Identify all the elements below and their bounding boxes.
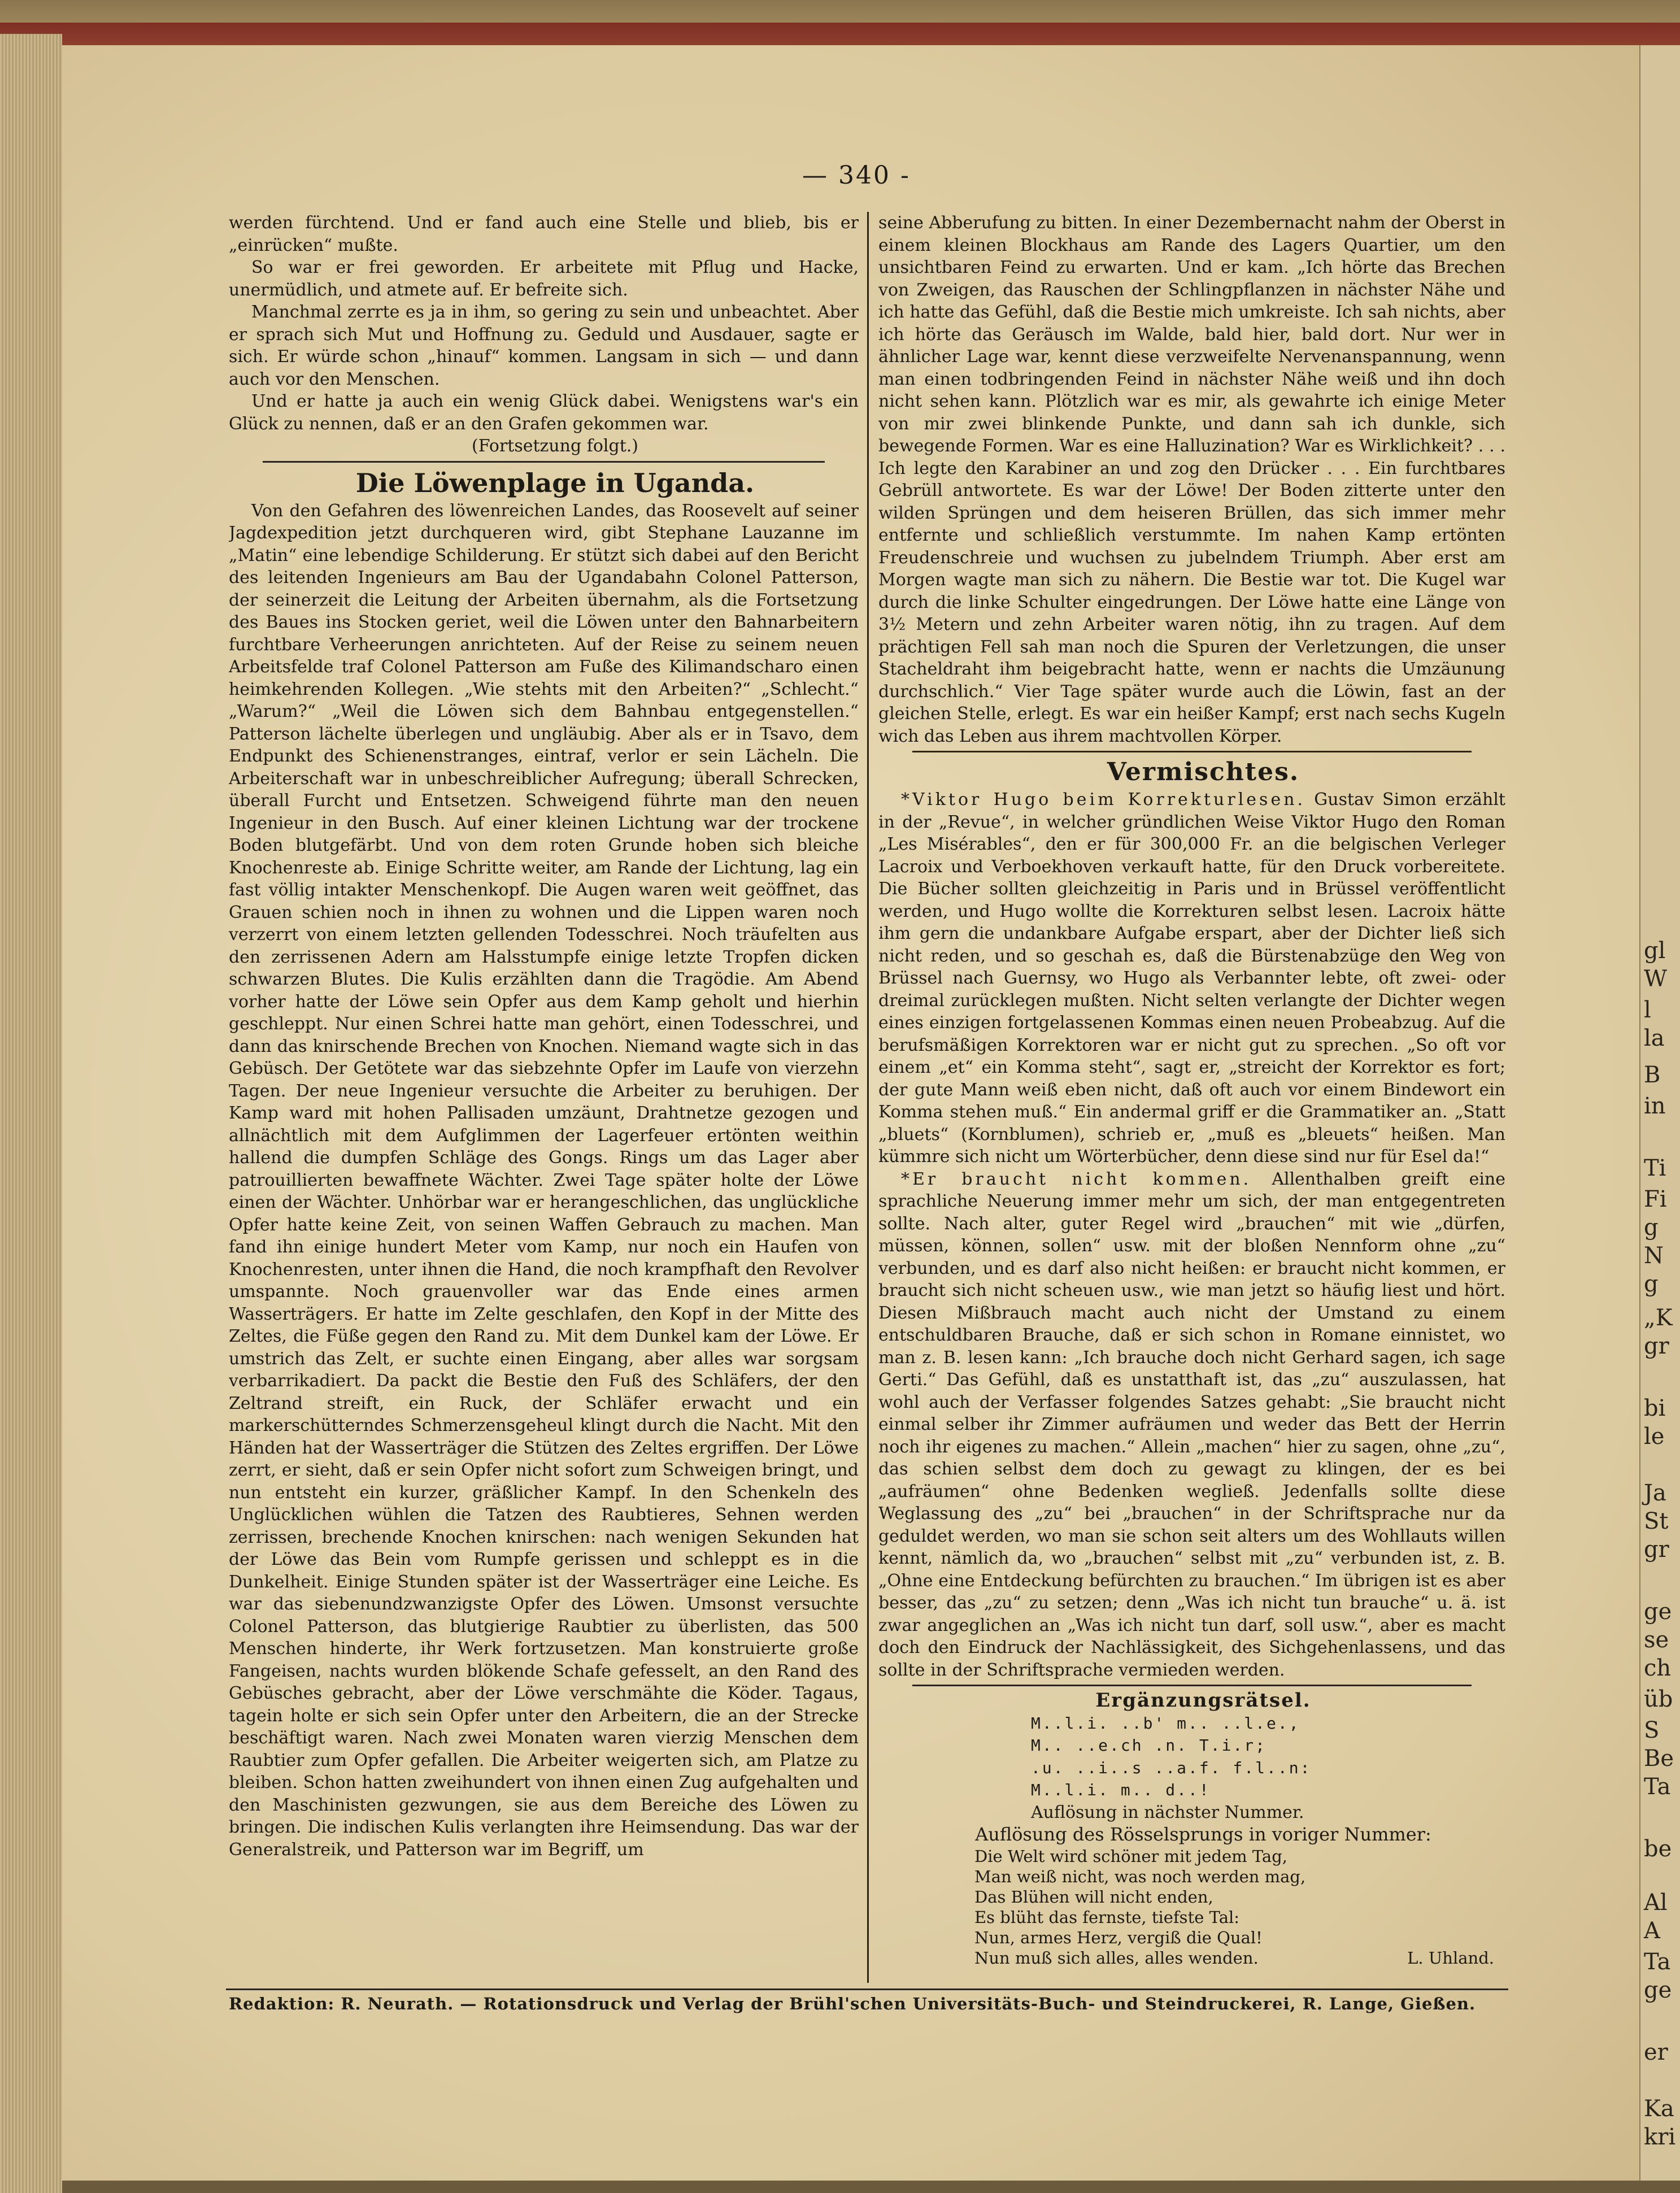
next-page-fragment: gr: [1644, 1537, 1669, 1563]
next-page-fragment: Ta: [1644, 1774, 1671, 1800]
next-page-fragment: „K: [1644, 1305, 1673, 1331]
next-page-fragment: St: [1644, 1508, 1669, 1534]
next-page-fragment: in: [1644, 1093, 1666, 1119]
next-page-fragment: Ta: [1644, 1949, 1671, 1975]
poem-line: Nun, armes Herz, vergiß die Qual!: [974, 1927, 1263, 1947]
riddle-solution-note: Auflösung in nächster Nummer.: [1031, 1802, 1304, 1822]
next-page-fragment: l: [1644, 997, 1651, 1023]
news-item-text: Allenthalben greift eine sprachliche Neuerung immer mehr um sich, der man entgegentreten sollte. Nach alter, guter Regel wird „brauchen“ mit wie „dürfen, müssen, können, sollen“ usw. mit der bloßen Nennform ohne „zu“ verbunden, und es darf also nicht heißen: er braucht nicht kommen, er braucht sich nicht scheuen usw., wie man jetzt so häufig liest und hört. Diesen Mißbrauch macht auch nicht der Umstand zu einem entschuldbaren Brauche, daß er sich schon in Romane einnistet, wo man z. B. lesen kann: „Ich brauche doch nicht Gerhard sagen, ich sage Gerti.“ Das Gefühl, daß es unstatthaft ist, das „zu“ auszulassen, hat wohl auch der Verfasser folgendes Satzes gehabt: „Sie braucht nicht einmal selber ihr Zimmer aufräumen und weder das Bett der Herrin noch ihr eigenes zu machen.“ Allein „machen“ hier zu sagen, ohne „zu“, das schien selbst dem doch zu gewagt zu klingen, der es bei „aufräumen“ ohne Bedenken wegließ. Jedenfalls sollte diese Weglassung des „zu“ bei „brauchen“ in der Schriftsprache nur da geduldet werden, wo man sie schon seit alters um des Wohllauts willen kennt, nämlich da, wo „brauchen“ selbst mit „zu“ verbunden ist, z. B. „Ohne eine Entdeckung befürchten zu brauchen.“ Im übrigen ist es aber besser, das „zu“ zu setzen; denn „Was ich nicht tun brauche“ u. ä. ist zwar angeglichen an „Was ich nicht tun darf, soll usw.“, aber es macht doch den Eindruck der Nachlässigkeit, des Sichgehenlassens, und das sollte in der Schriftsprache vermieden werden.: [878, 1169, 1505, 1680]
riddle-line: M..l.i. ..b' m.. ..l.e.,: [1031, 1713, 1300, 1733]
section-divider: [912, 1685, 1472, 1686]
poem-line: Nun muß sich alles, alles wenden.: [974, 1948, 1259, 1968]
story-paragraph: werden fürchtend. Und er fand auch eine Stelle und blieb, bis er „einrücken“ mußte.: [229, 213, 859, 255]
riddle-line: M.. ..e.ch .n. T.i.r;: [1031, 1736, 1267, 1755]
footer-rule: [226, 1989, 1508, 1990]
article-continuation: seine Abberufung zu bitten. In einer Dezembernacht nahm der Oberst in einem kleinen Blockhaus am Rande des Lagers Quartier, um den unsichtbaren Feind zu erwarten. Und er kam. „Ich hörte das Brechen von Zweigen, das Rauschen der Schlingpflanzen in nächster Nähe und ich hatte das Gefühl, daß die Bestie mich umkreiste. Ich sah nichts, aber ich hörte das Geräusch im Walde, bald hier, bald dort. Nur wer in ähnlicher Lage war, kennt diese verzweifelte Nervenanspannung, wenn man einen todbringenden Feind in nächster Nähe weiß und ihn doch nicht sehen kann. Plötzlich war es mir, als gewahrte ich einige Meter von mir zwei blinkende Punkte, und dann sah ich dunkle, sich bewegende Formen. War es eine Halluzination? War es Wirklichkeit? . . . Ich legte den Karabiner an und zog den Drücker . . . Ein furchtbares Gebrüll antwortete. Es war der Löwe! Der Boden zitterte unter den wilden Sprüngen und dem heiseren Brüllen, das sich immer mehr entfernte und schließlich verstummte. Im nahen Kamp ertönten Freudenschreie und wuchsen zu jubelndem Triumph. Aber erst am Morgen wagte man sich zu nähern. Die Bestie war tot. Die Kugel war durch die linke Schulter eingedrungen. Der Löwe hatte eine Länge von 3½ Metern und zehn Arbeiter waren nötig, ihn zu tragen. Auf dem prächtigen Fell sah man noch die Spuren der Verletzungen, die unser Stacheldraht ihm beigebracht hatte, wenn er nachts die Umzäunung durchschlich.“ Vier Tage später wurde auch die Löwin, fast an der gleichen Stelle, erlegt. Es war ein heißer Kampf; erst nach sechs Kugeln wich das Leben aus ihrem machtvollen Körper.: [878, 213, 1505, 746]
continued-note: (Fortsetzung folgt.): [472, 436, 638, 456]
next-page-fragment: Be: [1644, 1746, 1674, 1772]
next-page-fragment: N: [1644, 1243, 1664, 1269]
news-item: [878, 1168, 1505, 1682]
next-page-fragment: Ja: [1644, 1480, 1666, 1506]
news-item: [878, 789, 1505, 1168]
next-page-fragment: er: [1644, 2039, 1668, 2065]
left-column: [229, 212, 859, 2005]
right-column: [878, 212, 1505, 2005]
poem: [878, 1846, 1505, 1968]
next-page-fragment: gr: [1644, 1333, 1669, 1359]
section-divider: [263, 461, 825, 463]
next-page-fragment: gl: [1644, 938, 1666, 964]
section-heading: Vermischtes.: [1107, 758, 1300, 786]
next-page-fragment: üb: [1644, 1686, 1673, 1712]
article-body: Von den Gefahren des löwenreichen Landes, das Roosevelt auf seiner Jagdexpedition jetzt durchqueren wird, gibt Stephane Lauzanne im „Matin“ eine lebendige Schilderung. Er stützt sich dabei auf den Bericht des leitenden Ingenieurs am Bau der Ugandabahn Colonel Patterson, der seinerzeit die Leitung der Arbeiten übernahm, als die Fortsetzung des Baues ins Stocken geriet, weil die Löwen unter den Bahnarbeitern furchtbare Verheerungen anrichteten. Auf der Reise zu seinem neuen Arbeitsfelde traf Colonel Patterson am Fuße des Kilimandscharo einen heimkehrenden Kollegen. „Wie stehts mit den Arbeiten?“ „Schlecht.“ „Warum?“ „Weil die Löwen sich dem Bahnbau entgegenstellen.“ Patterson lächelte überlegen und ungläubig. Aber als er in Tsavo, dem Endpunkt des Schienenstranges, eintraf, verlor er sein Lächeln. Die Arbeiterschaft war in unbeschreiblicher Aufregung; überall Schrecken, überall Furcht und Entsetzen. Schweigend führte man den neuen Ingenieur in den Busch. Auf einer kleinen Lichtung war der trockene Boden blutgefärbt. Und von dem roten Grunde hoben sich bleiche Knochenreste ab. Einige Schritte weiter, am Rande der Lichtung, lag ein fast völlig intakter Menschenkopf. Die Augen waren weit geöffnet, das Grauen schien noch in ihnen zu wohnen und die Lippen waren noch verzerrt von einem letzten gellenden Todesschrei. Noch träufelten aus den zerrissenen Adern am Halsstumpfe einige letzte Tropfen dicken schwarzen Blutes. Die Kulis erzählten dann die Tragödie. Am Abend vorher hatte der Löwe sein Opfer aus dem Kamp geholt und hierhin geschleppt. Nur einen Schrei hatte man gehört, einen Todesschrei, und dann das knirschende Brechen von Knochen. Niemand wagte sich in das Gebüsch. Der Getötete war das siebzehnte Opfer im Laufe von vierzehn Tagen. Der neue Ingenieur versuchte die Arbeiter zu beruhigen. Der Kamp ward mit hohen Pallisaden umzäunt, Drahtnetze gezogen und allnächtlich mit dem Aufglimmen der Lagerfeuer ertönten weithin hallend die dumpfen Schläge des Gongs. Rings um das Lager aber patrouillierten bewaffnete Wächter. Zwei Tage später holte der Löwe einen der Wächter. Unhörbar war er herangeschlichen, das unglückliche Opfer hatte keine Zeit, von seinen Waffen Gebrauch zu machen. Man fand ihn einige hundert Meter vom Kamp, nur noch ein Haufen von Knochenresten, unter ihnen die Hand, die noch krampfhaft den Revolver umspannte. Noch grauenvoller war das Ende eines armen Wasserträgers. Er hatte im Zelte geschlafen, den Kopf in der Mitte des Zeltes, die Füße gegen den Rand zu. Mit dem Dunkel kam der Löwe. Er umstrich das Zelt, er suchte einen Eingang, aber alles war sorgsam verbarrikadiert. Da packt die Bestie den Fuß des Schläfers, der den Zeltrand streift, ein Ruck, der Schläfer erwacht und ein markerschütterndes Schmerzensgeheul klingt durch die Nacht. Mit den Händen hat der Wasserträger die Stützen des Zeltes ergriffen. Der Löwe zerrt, er sieht, daß er sein Opfer nicht sofort zum Schweigen bringt, und nun entsteht ein kurzer, gräßlicher Kampf. In den Schenkeln des Unglücklichen wühlen die Tatzen des Raubtieres, Sehnen werden zerrissen, brechende Knochen knirschen: nach wenigen Sekunden hat der Löwe das Bein vom Rumpfe gerissen und schleppt es in die Dunkelheit. Einige Stunden später ist der Wasserträger eine Leiche. Es war das siebenundzwanzigste Opfer des Löwen. Umsonst versuchte Colonel Patterson, das blutgierige Raubtier zu überlisten, das 500 Menschen hinderte, ihr Werk fortzusetzen. Man konstruierte große Fangeisen, nachts wurden blökende Schafe gefesselt, an den Rand des Gebüsches gebracht, aber der Löwe verschmähte die Köder. Tagaus, tagein holte er sich sein Opfer unter den Arbeitern, die an der Strecke beschäftigt waren. Nach zwei Monaten waren vierzig Menschen dem Raubtier zum Opfer gefallen. Die Arbeiter weigerten sich, am Platze zu bleiben. Schon hatten zweihundert von ihnen einen Zug aufgehalten und den Maschinisten gezwungen, sie aus dem Bereiche des Löwen zu bringen. Die indischen Kulis verlangten ihre Heimsendung. Das war der Generalstreik, und Patterson war im Begriff, um: [229, 501, 859, 1860]
story-paragraph: Manchmal zerrte es ja in ihm, so gering zu sein und unbeachtet. Aber er sprach sich Mut und Hoffnung zu. Geduld und Ausdauer, sagte er sich. Er würde schon „hinauf“ kommen. Langsam in sich — und dann auch vor den Menschen.: [229, 302, 859, 389]
next-page-fragment: le: [1644, 1424, 1665, 1450]
next-page-fragment: g: [1644, 1215, 1659, 1241]
next-page-fragment: be: [1644, 1836, 1672, 1862]
next-page-fragment: Ti: [1644, 1155, 1666, 1181]
riddle-title: Ergänzungsrätsel.: [1095, 1689, 1311, 1712]
riddle-line: .u. ..i..s ..a.f. f.l..n:: [1031, 1758, 1312, 1777]
next-page-fragment: ge: [1644, 1599, 1672, 1625]
next-page-fragment: kri: [1644, 2124, 1676, 2150]
next-page-fragment: A: [1644, 1918, 1660, 1944]
poem-line: Das Blühen will nicht enden,: [974, 1887, 1213, 1907]
next-page-fragment: W: [1644, 966, 1668, 992]
next-page-fragment: ch: [1644, 1655, 1672, 1681]
column-divider: [867, 212, 869, 1983]
next-page-edge: [1639, 45, 1680, 2181]
next-page-fragment: bi: [1644, 1395, 1666, 1421]
story-paragraph: So war er frei geworden. Er arbeitete mit Pflug und Hacke, unermüdlich, und atmete auf. Er befreite sich.: [229, 258, 859, 300]
imprint-footer: Redaktion: R. Neurath. — Rotationsdruck und Verlag der Brühl'schen Universitäts-Buch- und Steindruckerei, R. Lange, Gießen.: [229, 1994, 1476, 2013]
riddle-line: M..l.i. m.. d..!: [1031, 1781, 1211, 1799]
news-item-title: *Viktor Hugo beim Korrekturlesen.: [901, 790, 1306, 810]
news-item-title: *Er braucht nicht kommen.: [901, 1169, 1252, 1189]
next-page-fragment: Ka: [1644, 2096, 1674, 2122]
next-page-fragment: ge: [1644, 1977, 1672, 2003]
poem-author: L. Uhland.: [1407, 1948, 1494, 1968]
article-heading: Die Löwenplage in Uganda.: [355, 467, 755, 498]
page-stack: [0, 34, 62, 2193]
poem-line: Es blüht das fernste, tiefste Tal:: [974, 1907, 1240, 1927]
page-number: — 340 -: [802, 161, 911, 190]
news-item-text: Gustav Simon erzählt in der „Revue“, in welcher gründlichen Weise Viktor Hugo den Roman „Les Misérables“, den er für 300,000 Fr. an die belgischen Verleger Lacroix und Verboekhoven verkauft hatte, für den Druck vorbereitete. Die Bücher sollten gleichzeitig in Paris und in Brüssel veröffentlicht werden, und Hugo wollte die Korrekturen selbst lesen. Lacroix hätte ihm gern die undankbare Aufgabe erspart, aber der Dichter ließ sich nicht reden, und so geschah es, daß die Bürstenabzüge den Weg von Brüssel nach Guernsy, wo Hugo als Verbannter lebte, oft zwei- oder dreimal zurücklegen mußten. Nicht selten verlangte der Dichter wegen eines einzigen fortgelassenen Kommas einen neuen Probeabzug. Auf die berufsmäßigen Korrektoren war er nicht gut zu sprechen. „So oft vor einem „et“ ein Komma steht“, sagt er, „streicht der Korrektor es fort; der gute Mann weiß eben nicht, daß oft auch vor einem Bindewort ein Komma stehen muß.“ Ein andermal griff er die Grammatiker an. „Statt „bluets“ (Kornblumen), schrieb er, „muß es „bleuets“ heißen. Man kümmre sich nicht um Wörterbücher, denn diese sind nur für Esel da!“: [878, 790, 1505, 1167]
next-page-fragment: S: [1644, 1717, 1660, 1743]
riddle: [878, 1712, 1505, 1824]
solution-title: Auflösung des Rösselsprungs in voriger Nummer:: [975, 1824, 1431, 1845]
next-page-fragment: Fi: [1644, 1186, 1667, 1212]
poem-line: Die Welt wird schöner mit jedem Tag,: [974, 1846, 1287, 1866]
next-page-fragment: Al: [1644, 1890, 1668, 1916]
next-page-fragment: se: [1644, 1627, 1669, 1653]
next-page-fragment: B: [1644, 1062, 1661, 1088]
next-page-fragment: g: [1644, 1271, 1659, 1297]
section-divider: [912, 751, 1472, 752]
next-page-fragment: la: [1644, 1025, 1665, 1051]
poem-line: Man weiß nicht, was noch werden mag,: [974, 1866, 1306, 1886]
story-paragraph: Und er hatte ja auch ein wenig Glück dabei. Wenigstens war's ein Glück zu nennen, daß er an den Grafen gekommen war.: [229, 391, 859, 434]
